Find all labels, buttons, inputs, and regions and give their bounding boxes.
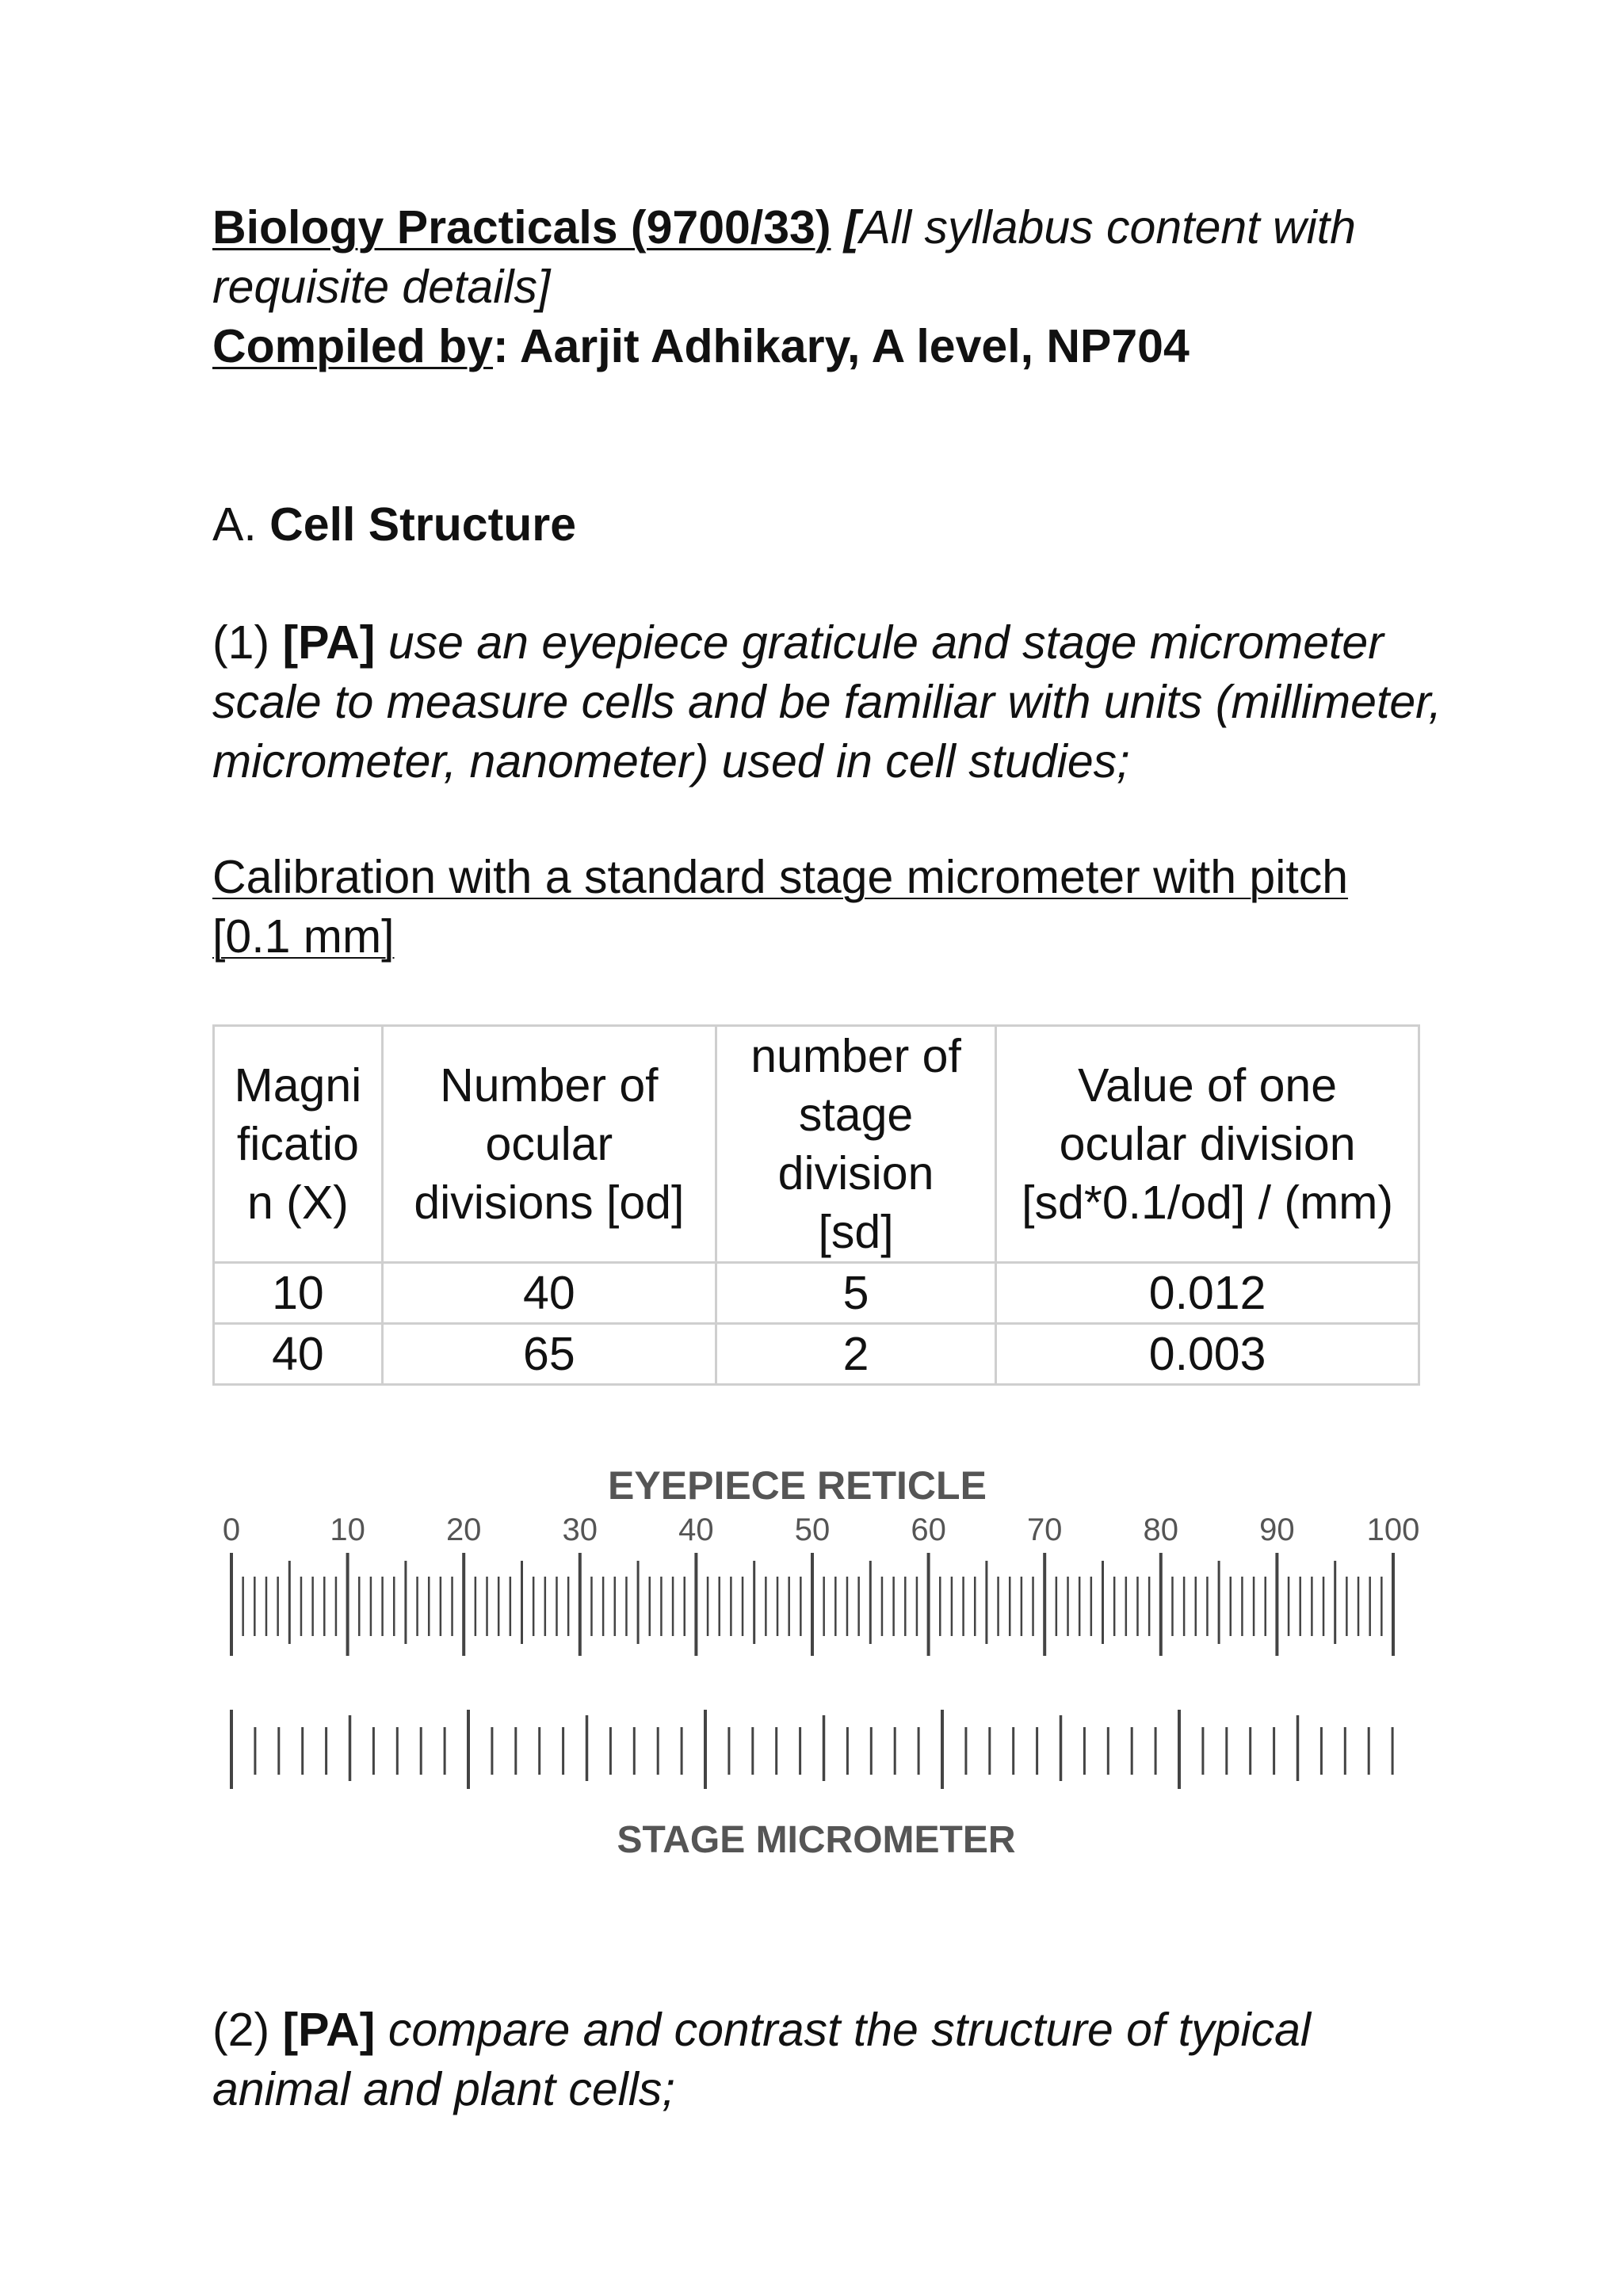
table-cell: 65	[382, 1324, 716, 1385]
header-magnification: Magni ficatio n (X)	[214, 1026, 383, 1263]
scale-number: 10	[330, 1512, 365, 1547]
outcome-number: (2)	[212, 2004, 270, 2056]
reticle-figure	[214, 1458, 1434, 1870]
outcome-tag: [PA]	[282, 616, 376, 669]
calibration-heading	[212, 848, 1417, 967]
learning-outcome-2	[212, 2000, 1449, 2119]
header-line	[212, 198, 1449, 317]
outcome-text: compare and contrast the structure of typical animal and plant cells;	[212, 2004, 1311, 2115]
scale-numbers	[223, 1512, 1420, 1547]
compiled-line	[212, 317, 1449, 376]
stage-micrometer-label: STAGE MICROMETER	[617, 1819, 1016, 1861]
table-row	[214, 1263, 1419, 1324]
scale-number: 90	[1259, 1512, 1295, 1547]
header-ocular-value: Value of one ocular division [sd*0.1/od] / (mm)	[996, 1026, 1419, 1263]
outcome-text: use an eyepiece graticule and stage micrometer scale to measure cells and be familiar with units (millimeter, micrometer, nanometer) used in cell studies;	[212, 616, 1442, 788]
outcome-tag: [PA]	[282, 2004, 376, 2056]
scale-number: 100	[1366, 1512, 1420, 1547]
document-header	[212, 198, 1449, 376]
header-ocular-divisions: Number of ocular divisions [od]	[382, 1026, 716, 1263]
scale-number: 30	[562, 1512, 598, 1547]
learning-outcome-1	[212, 613, 1449, 791]
scale-number: 20	[445, 1512, 482, 1547]
header-stage-divisions: number of stage division [sd]	[716, 1026, 995, 1263]
table-cell: 10	[214, 1263, 383, 1324]
course-title: Biology Practicals (9700/33)	[212, 201, 831, 254]
section-heading	[212, 495, 1449, 555]
eyepiece-scale	[231, 1553, 1393, 1656]
calibration-heading-text: Calibration with a standard stage micrometer with pitch [0.1 mm]	[212, 851, 1349, 963]
section-letter: A.	[212, 498, 257, 551]
table-header-row	[214, 1026, 1419, 1263]
table-cell: 40	[382, 1263, 716, 1324]
scale-number: 40	[678, 1512, 714, 1547]
header-note: All syllabus content with requisite details]	[212, 201, 1356, 313]
calibration-table	[212, 1024, 1420, 1386]
table-cell: 5	[716, 1263, 995, 1324]
table-row	[214, 1324, 1419, 1385]
scale-number: 70	[1026, 1512, 1063, 1547]
table-cell: 40	[214, 1324, 383, 1385]
scale-number: 0	[222, 1512, 241, 1547]
table-cell: 0.012	[996, 1263, 1419, 1324]
compiled-value: : Aarjit Adhikary, A level, NP704	[493, 320, 1190, 372]
table-cell: 2	[716, 1324, 995, 1385]
reticle-diagram	[214, 1458, 1434, 1870]
scale-number: 60	[911, 1512, 946, 1547]
table-cell: 0.003	[996, 1324, 1419, 1385]
section-title: Cell Structure	[269, 498, 577, 551]
compiled-label: Compiled by	[212, 320, 494, 372]
eyepiece-reticle-label: EYEPIECE RETICLE	[608, 1463, 987, 1508]
scale-number: 80	[1143, 1512, 1179, 1547]
stage-scale	[231, 1710, 1392, 1789]
bracket-open: [	[843, 201, 860, 254]
scale-number: 50	[794, 1512, 831, 1547]
outcome-number: (1)	[212, 616, 270, 669]
